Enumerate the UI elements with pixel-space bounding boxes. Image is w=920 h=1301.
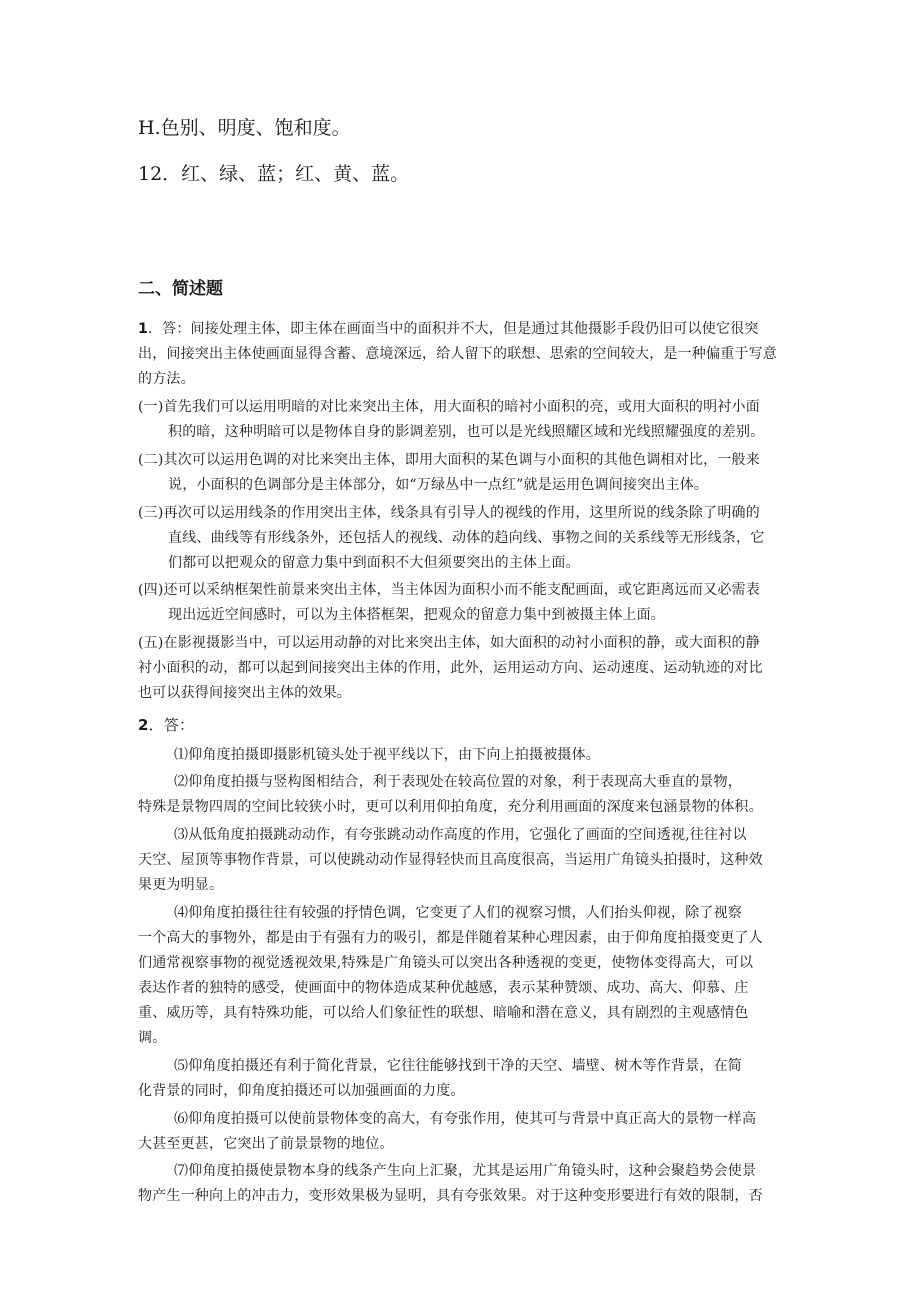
q2-point-1-line-1: ⑴仰角度拍摄即摄影机镜头处于视平线以下，由下向上拍摄被摄体。 bbox=[174, 747, 600, 763]
q1-point-3-line-2: 直线、曲线等有形线条外，还包括人的视线、动体的趋向线、事物之间的关系线等无形线条，它 bbox=[168, 530, 765, 546]
q2-point-4-line-5: 重、威历等，具有特殊功能，可以给人们象征性的联想、暗喻和潜在意义，具有剧烈的主观感情色 bbox=[138, 1005, 749, 1021]
q2-point-3-line-3: 果更为明显。 bbox=[138, 877, 224, 893]
q1-point-5-line-3: 也可以获得间接突出主体的效果。 bbox=[138, 685, 351, 701]
question-1-number: 1 bbox=[138, 321, 148, 337]
q2-point-4-line-4: 表达作者的独特的感受，使画面中的物体造成某种优越感，表示某种赞颂、成功、高大、仰慕、庄 bbox=[138, 980, 749, 996]
question-2-number: 2 bbox=[138, 716, 149, 734]
q2-point-2-line-2: 特殊是景物四周的空间比较狭小时，更可以利用仰拍角度，充分利用画面的深度来包涵景物的体积。 bbox=[138, 799, 763, 815]
section-title-short-answer: 二、简述题 bbox=[138, 279, 223, 299]
q1-point-1-line-2: 积的暗，这种明暗可以是物体自身的影调差别，也可以是光线照耀区域和光线照耀强度的差别。 bbox=[168, 424, 765, 440]
q1-point-2-line-2: 说，小面积的色调部分是主体部分，如“万绿丛中一点红”就是运用色调间接突出主体。 bbox=[168, 477, 709, 493]
q2-point-6-line-1: ⑹仰角度拍摄可以使前景物体变的高大，有夸张作用，使其可与背景中真正高大的景物一样高 bbox=[174, 1111, 757, 1127]
q1-point-1-line-1: (一)首先我们可以运用明暗的对比来突出主体，用大面积的暗衬小面积的亮，或用大面积的明衬小面 bbox=[138, 399, 760, 415]
q2-point-2-line-1: ⑵仰角度拍摄与竖构图相结合，利于表现处在较高位置的对象，利于表现高大垂直的景物， bbox=[174, 774, 742, 790]
q1-point-5-line-1: (五)在影视摄影当中，可以运用动静的对比来突出主体，如大面积的动衬小面积的静，或大面积的静 bbox=[138, 635, 760, 651]
answer-item-11: H.色别、明度、饱和度。 bbox=[138, 117, 351, 139]
q1-point-4-line-2: 现出远近空间感时，可以为主体搭框架，把观众的留意力集中到被摄主体上面。 bbox=[168, 607, 665, 623]
q2-point-3-line-1: ⑶从低角度拍摄跳动动作，有夸张跳动动作高度的作用，它强化了画面的空间透视,往往衬以 bbox=[174, 827, 747, 843]
q2-point-4-line-6: 调。 bbox=[138, 1030, 167, 1046]
question-1-line-2: 出，间接突出主体使画面显得含蓄、意境深远，给人留下的联想、思索的空间较大，是一种偏重于写意 bbox=[138, 346, 777, 362]
q2-point-7-line-2: 物产生一种向上的冲击力，变形效果极为显明，具有夸张效果。对于这种变形要进行有效的限制，否 bbox=[138, 1188, 763, 1204]
q2-point-3-line-2: 天空、屋顶等事物作背景，可以使跳动动作显得轻快而且高度很高，当运用广角镜头拍摄时，这种效 bbox=[138, 852, 763, 868]
q1-point-5-line-2: 衬小面积的动，都可以起到间接突出主体的作用，此外，运用运动方向、运动速度、运动轨迹的对比 bbox=[138, 660, 763, 676]
question-2-header: 2．答： bbox=[138, 716, 195, 734]
q2-point-6-line-2: 大甚至更甚，它突出了前景景物的地位。 bbox=[138, 1136, 394, 1152]
q2-point-7-line-1: ⑺仰角度拍摄使景物本身的线条产生向上汇聚，尤其是运用广角镜头时，这种会聚趋势会使景 bbox=[174, 1163, 757, 1179]
q2-point-4-line-3: 们通常视察事物的视觉透视效果,特殊是广角镜头可以突出各种透视的变更，使物体变得高大，可以 bbox=[138, 955, 754, 971]
answer-item-12: 12．红、绿、蓝；红、黄、蓝。 bbox=[138, 163, 410, 185]
q1-point-3-line-3: 们都可以把观众的留意力集中到面积不大但须要突出的主体上面。 bbox=[168, 555, 580, 571]
q2-point-4-line-1: ⑷仰角度拍摄往往有较强的抒情色调，它变更了人们的视察习惯，人们抬头仰视，除了视察 bbox=[174, 905, 742, 921]
q1-point-2-line-1: (二)其次可以运用色调的对比来突出主体，即用大面积的某色调与小面积的其他色调相对比，一般来 bbox=[138, 452, 760, 468]
question-1-line-3: 的方法。 bbox=[138, 371, 195, 387]
q2-point-4-line-2: 一个高大的事物外，都是由于有强有力的吸引，都是伴随着某种心理因素，由于仰角度拍摄变更了人 bbox=[138, 930, 763, 946]
q2-point-5-line-2: 化背景的同时，仰角度拍摄还可以加强画面的力度。 bbox=[138, 1083, 465, 1099]
question-1-line-1: 1．答：间接处理主体，即主体在画面当中的面积并不大，但是通过其他摄影手段仍旧可以使它很突 bbox=[138, 321, 759, 337]
q2-point-5-line-1: ⑸仰角度拍摄还有利于简化背景，它往往能够找到干净的天空、墙壁、树木等作背景，在简 bbox=[174, 1058, 742, 1074]
q1-point-4-line-1: (四)还可以采纳框架性前景来突出主体，当主体因为面积小而不能支配画面，或它距离远而又必需表 bbox=[138, 582, 760, 598]
q1-point-3-line-1: (三)再次可以运用线条的作用突出主体，线条具有引导人的视线的作用，这里所说的线条除了明确的 bbox=[138, 505, 760, 521]
